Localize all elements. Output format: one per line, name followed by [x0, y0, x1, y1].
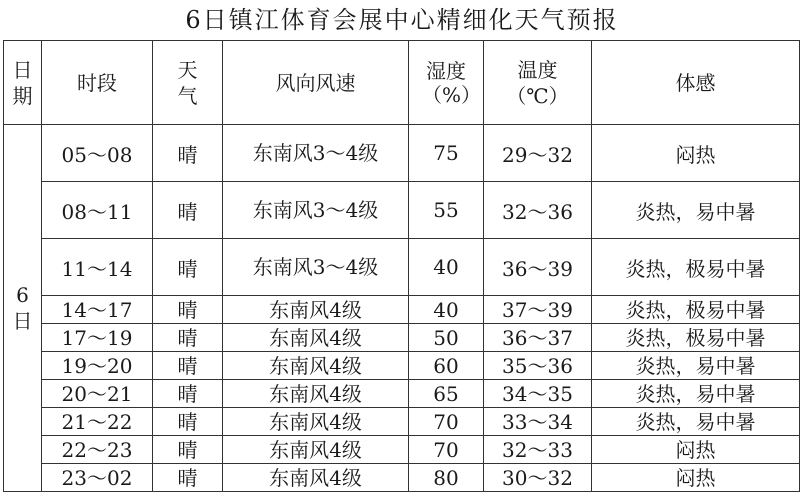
- cell-wind: 东南风4级: [223, 436, 409, 464]
- header-weather: 天气: [153, 41, 223, 125]
- cell-humidity: 70: [409, 408, 484, 436]
- cell-wind: 东南风4级: [223, 324, 409, 352]
- cell-feel: 闷热: [592, 464, 800, 492]
- table-row: [4, 380, 800, 408]
- cell-humidity: 60: [409, 352, 484, 380]
- cell-weather: 晴: [153, 436, 223, 464]
- cell-weather: 晴: [153, 239, 223, 296]
- cell-feel: 闷热: [592, 125, 800, 182]
- cell-weather: 晴: [153, 352, 223, 380]
- cell-period: 08～11: [42, 182, 153, 239]
- table-row: [4, 324, 800, 352]
- cell-feel: 炎热，极易中暑: [592, 296, 800, 324]
- cell-period: 22～23: [42, 436, 153, 464]
- table-row: [4, 296, 800, 324]
- cell-wind: 东南风4级: [223, 464, 409, 492]
- cell-wind: 东南风4级: [223, 380, 409, 408]
- cell-period: 05～08: [42, 125, 153, 182]
- header-period: 时段: [42, 41, 153, 125]
- cell-feel: 炎热，极易中暑: [592, 324, 800, 352]
- cell-wind: 东南风4级: [223, 408, 409, 436]
- cell-weather: 晴: [153, 380, 223, 408]
- cell-temperature: 29～32: [484, 125, 592, 182]
- cell-period: 21～22: [42, 408, 153, 436]
- cell-humidity: 75: [409, 125, 484, 182]
- cell-weather: 晴: [153, 125, 223, 182]
- cell-weather: 晴: [153, 464, 223, 492]
- cell-wind: 东南风3～4级: [223, 239, 409, 296]
- header-date: 日期: [4, 41, 42, 125]
- table-body: [4, 125, 800, 492]
- table-row: [4, 352, 800, 380]
- cell-wind: 东南风4级: [223, 352, 409, 380]
- cell-humidity: 50: [409, 324, 484, 352]
- header-row: [4, 41, 800, 125]
- cell-humidity: 70: [409, 436, 484, 464]
- cell-humidity: 40: [409, 296, 484, 324]
- header-feel: 体感: [592, 41, 800, 125]
- cell-temperature: 35～36: [484, 352, 592, 380]
- cell-temperature: 36～39: [484, 239, 592, 296]
- cell-feel: 炎热，易中暑: [592, 352, 800, 380]
- table-row: [4, 182, 800, 239]
- header-humidity: 湿度（%）: [409, 41, 484, 125]
- header-wind: 风向风速: [223, 41, 409, 125]
- table-row: [4, 436, 800, 464]
- cell-humidity: 80: [409, 464, 484, 492]
- cell-humidity: 40: [409, 239, 484, 296]
- table-row: [4, 408, 800, 436]
- table-row: [4, 464, 800, 492]
- cell-period: 23～02: [42, 464, 153, 492]
- page-title: 6日镇江体育会展中心精细化天气预报: [185, 6, 619, 34]
- cell-humidity: 65: [409, 380, 484, 408]
- cell-temperature: 33～34: [484, 408, 592, 436]
- cell-weather: 晴: [153, 408, 223, 436]
- cell-temperature: 32～36: [484, 182, 592, 239]
- cell-wind: 东南风3～4级: [223, 125, 409, 182]
- cell-wind: 东南风3～4级: [223, 182, 409, 239]
- cell-temperature: 30～32: [484, 464, 592, 492]
- cell-weather: 晴: [153, 324, 223, 352]
- cell-feel: 炎热，易中暑: [592, 182, 800, 239]
- cell-temperature: 37～39: [484, 296, 592, 324]
- table-row: [4, 125, 800, 182]
- cell-wind: 东南风4级: [223, 296, 409, 324]
- cell-temperature: 34～35: [484, 380, 592, 408]
- cell-weather: 晴: [153, 182, 223, 239]
- cell-temperature: 36～37: [484, 324, 592, 352]
- cell-period: 11～14: [42, 239, 153, 296]
- cell-weather: 晴: [153, 296, 223, 324]
- cell-period: 19～20: [42, 352, 153, 380]
- cell-humidity: 55: [409, 182, 484, 239]
- cell-feel: 闷热: [592, 436, 800, 464]
- cell-feel: 炎热，易中暑: [592, 380, 800, 408]
- cell-period: 17～19: [42, 324, 153, 352]
- date-cell: 6日: [4, 125, 42, 492]
- header-temperature: 温度（℃）: [484, 41, 592, 125]
- cell-period: 14～17: [42, 296, 153, 324]
- cell-temperature: 32～33: [484, 436, 592, 464]
- forecast-table: [3, 40, 800, 492]
- table-row: [4, 239, 800, 296]
- cell-period: 20～21: [42, 380, 153, 408]
- cell-feel: 炎热，极易中暑: [592, 239, 800, 296]
- cell-feel: 炎热，易中暑: [592, 408, 800, 436]
